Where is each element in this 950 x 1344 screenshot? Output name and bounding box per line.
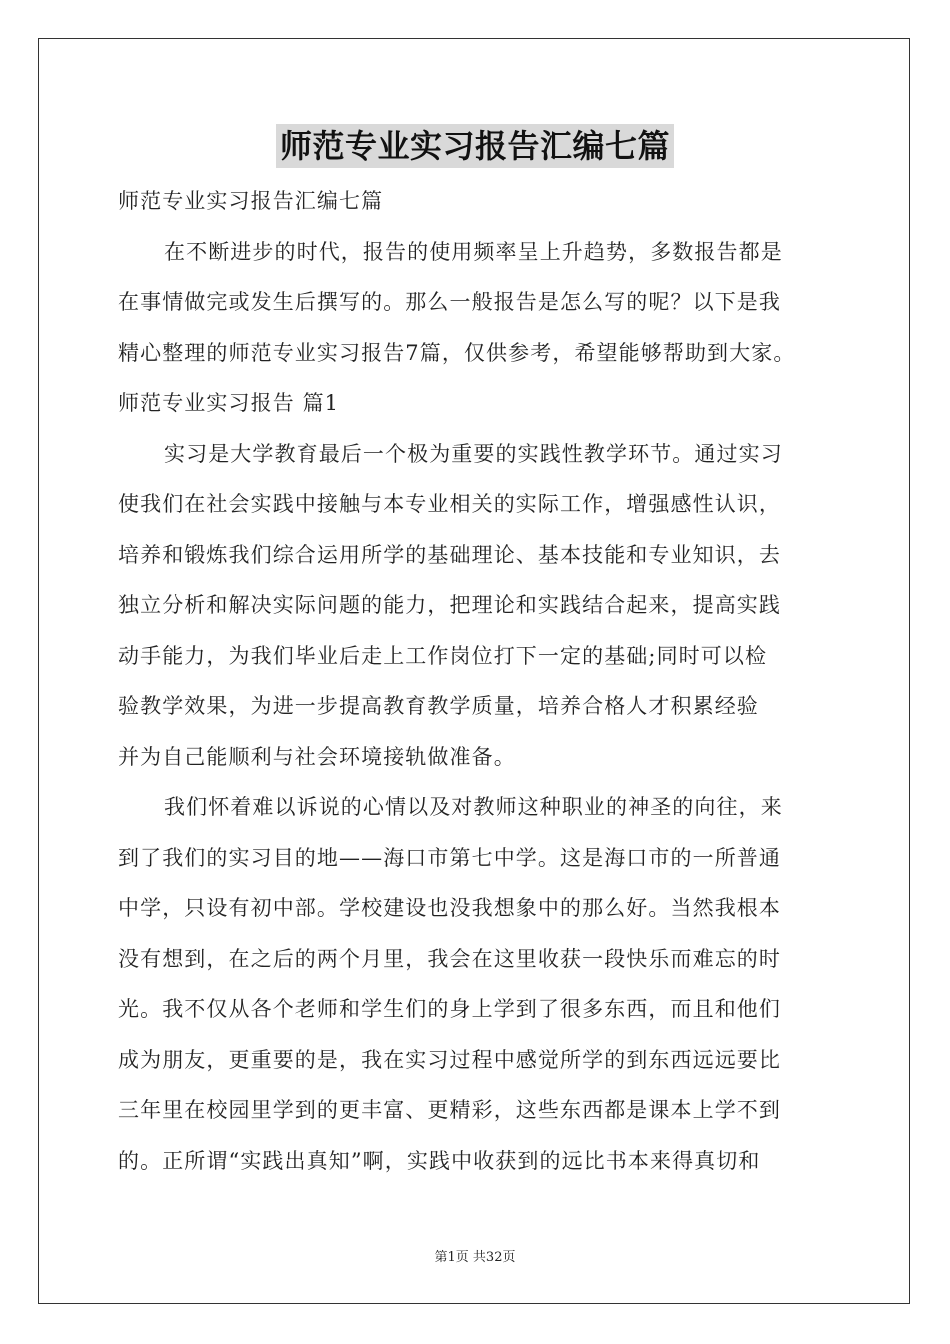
document-body <box>118 176 840 1186</box>
text-line: 到了我们的实习目的地——海口市第七中学。这是海口市的一所普通 <box>118 845 781 870</box>
text-line: 独立分析和解决实际问题的能力，把理论和实践结合起来，提高实践 <box>118 593 781 617</box>
text-line: 没有想到，在之后的两个月里，我会在这里收获一段快乐而难忘的时 <box>118 946 781 971</box>
text-line: 动手能力，为我们毕业后走上工作岗位打下一定的基础;同时可以检 <box>118 643 768 668</box>
text-line: 三年里在校园里学到的更丰富、更精彩，这些东西都是课本上学不到 <box>118 1098 781 1122</box>
title-container <box>0 124 950 168</box>
text-line: 成为朋友，更重要的是，我在实习过程中感觉所学的到东西远远要比 <box>118 1047 781 1072</box>
text-line: 精心整理的师范专业实习报告7篇，仅供参考，希望能够帮助到大家。 <box>118 340 796 365</box>
text-line: 光。我不仅从各个老师和学生们的身上学到了很多东西，而且和他们 <box>118 997 781 1021</box>
document-title: 师范专业实习报告汇编七篇 <box>276 124 674 168</box>
text-line: 培养和锻炼我们综合运用所学的基础理论、基本技能和专业知识，去 <box>118 542 781 567</box>
page-footer: 第1页 共32页 <box>434 1250 516 1265</box>
text-line: 使我们在社会实践中接触与本专业相关的实际工作，增强感性认识， <box>118 492 781 516</box>
text-line: 在不断进步的时代，报告的使用频率呈上升趋势，多数报告都是 <box>164 239 783 264</box>
text-line: 中学，只设有初中部。学校建设也没我想象中的那么好。当然我根本 <box>118 896 781 920</box>
text-line: 在事情做完或发生后撰写的。那么一般报告是怎么写的呢？以下是我 <box>118 290 781 314</box>
text-line: 验教学效果，为进一步提高教育教学质量，培养合格人才积累经验 <box>118 694 759 718</box>
text-line: 我们怀着难以诉说的心情以及对教师这种职业的神圣的向往，来 <box>164 795 783 819</box>
text-line: 的。正所谓“实践出真知”啊，实践中收获到的远比书本来得真切和 <box>118 1148 761 1173</box>
text-line: 师范专业实习报告汇编七篇 <box>118 189 384 213</box>
text-line: 并为自己能顺利与社会环境接轨做准备。 <box>118 744 516 769</box>
text-line: 师范专业实习报告 篇1 <box>118 391 340 415</box>
text-line: 实习是大学教育最后一个极为重要的实践性教学环节。通过实习 <box>164 441 783 466</box>
